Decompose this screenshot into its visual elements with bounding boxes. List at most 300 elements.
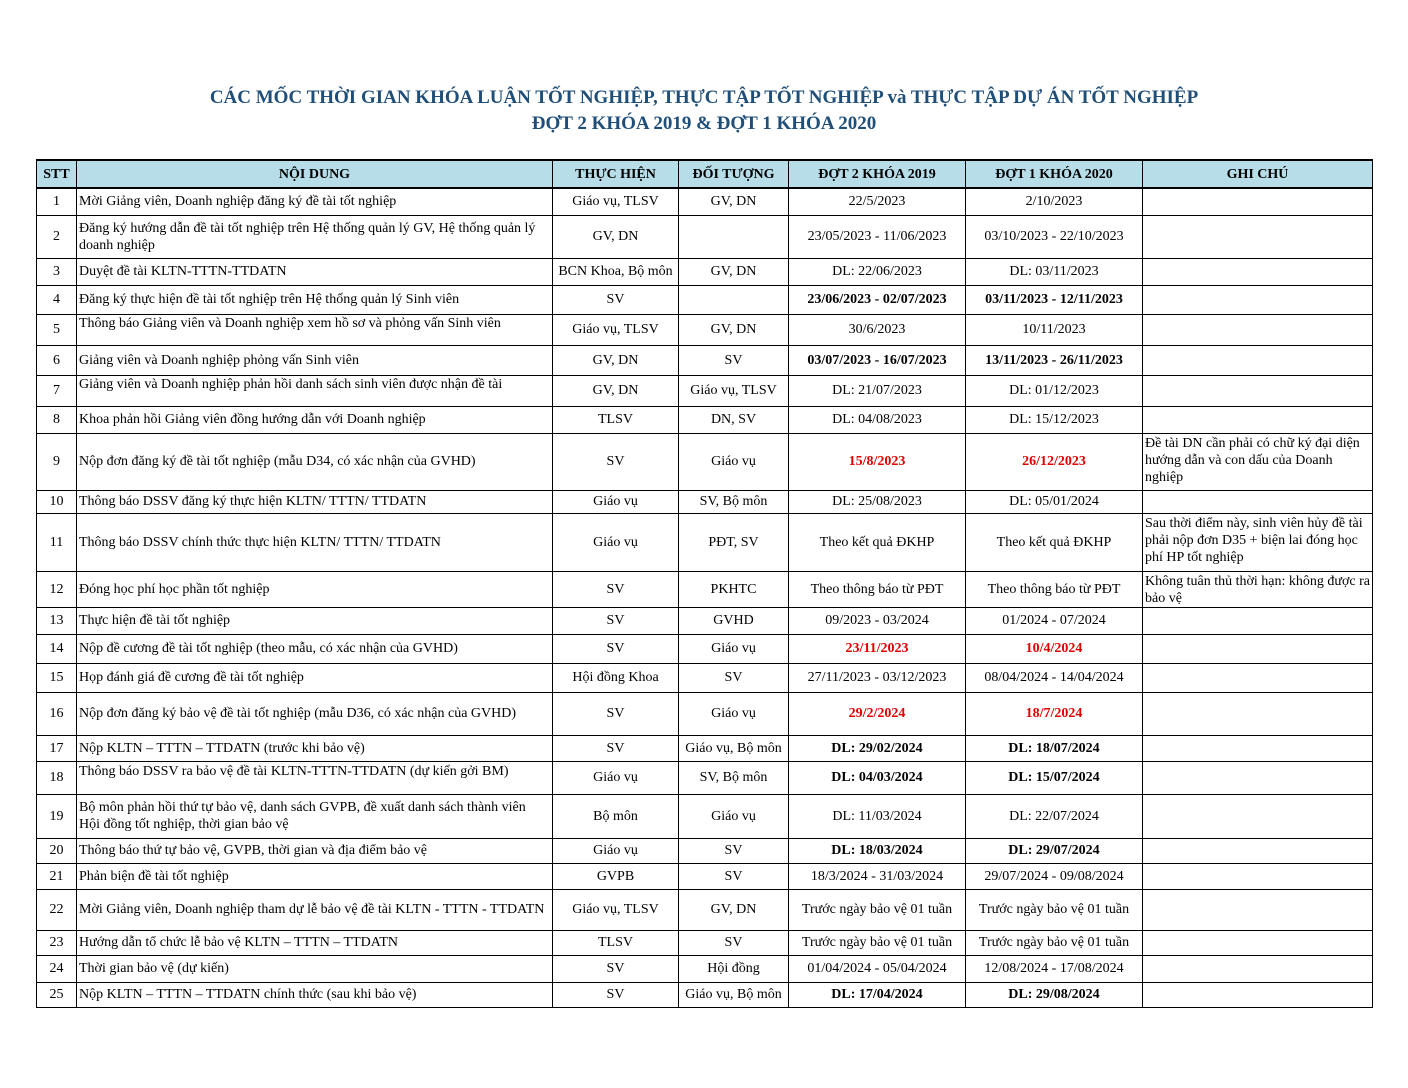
cell-performer-text: SV <box>606 454 625 469</box>
cell-content-text: Thông báo Giảng viên và Doanh nghiệp xem hồ sơ và phỏng vấn Sinh viên <box>79 315 501 331</box>
cell-content-text: Giảng viên và Doanh nghiệp phỏng vấn Sinh viên <box>79 352 359 368</box>
cell-performer-text: Bộ môn <box>593 808 638 824</box>
cell-date-2020-text: Theo thông báo từ PĐT <box>987 581 1121 597</box>
cell-content-text: Nộp đơn đăng ký đề tài tốt nghiệp (mẫu D34, có xác nhận của GVHD) <box>79 454 476 469</box>
cell-date-2019-text: 18/3/2024 - 31/03/2024 <box>810 868 944 884</box>
table-row <box>37 406 1373 433</box>
cell-content <box>77 345 553 375</box>
cell-target-text: Giáo vụ, Bộ môn <box>685 740 782 756</box>
cell-date-2020-text: 03/10/2023 - 22/10/2023 <box>984 229 1124 244</box>
cell-target <box>679 433 789 490</box>
table-row <box>37 982 1373 1007</box>
cell-stt <box>37 607 77 634</box>
cell-date-2020 <box>966 663 1143 692</box>
cell-performer <box>553 930 679 955</box>
cell-date-2019 <box>789 735 966 761</box>
cell-content-text: Thông báo thứ tự bảo vệ, GVPB, thời gian và địa điểm bảo vệ <box>79 843 428 858</box>
header-note: GHI CHÚ <box>1143 160 1373 188</box>
cell-date-2019 <box>789 607 966 634</box>
cell-target <box>679 838 789 863</box>
cell-performer <box>553 513 679 571</box>
cell-performer-text: BCN Khoa, Bộ môn <box>558 264 673 279</box>
cell-content-text: Thông báo DSSV đăng ký thực hiện KLTN/ TTTN/ TTDATN <box>79 494 427 509</box>
table-row <box>37 634 1373 663</box>
cell-date-2019 <box>789 258 966 285</box>
cell-note <box>1143 375 1373 406</box>
cell-date-2019 <box>789 955 966 982</box>
cell-date-2019-text: 23/11/2023 <box>845 641 909 656</box>
cell-note <box>1143 982 1373 1007</box>
cell-content-text: Thực hiện đề tài tốt nghiệp <box>79 613 231 628</box>
cell-date-2020 <box>966 838 1143 863</box>
cell-stt <box>37 634 77 663</box>
cell-date-2019 <box>789 375 966 406</box>
cell-date-2020-text: 10/11/2023 <box>1022 322 1086 337</box>
table-row <box>37 285 1373 314</box>
cell-date-2020 <box>966 735 1143 761</box>
cell-date-2019 <box>789 634 966 663</box>
cell-date-2019-text: 03/07/2023 - 16/07/2023 <box>807 352 947 368</box>
cell-date-2019-text: 29/2/2024 <box>848 706 906 721</box>
cell-content <box>77 663 553 692</box>
cell-date-2019 <box>789 285 966 314</box>
cell-target-text: PKHTC <box>710 581 757 597</box>
table-row <box>37 314 1373 345</box>
cell-content-text: Họp đánh giá đề cương đề tài tốt nghiệp <box>79 670 304 685</box>
cell-content-text: Hướng dẫn tổ chức lễ bảo vệ KLTN – TTTN – TTDATN <box>79 935 398 950</box>
cell-note <box>1143 607 1373 634</box>
cell-performer <box>553 188 679 215</box>
cell-content-text: Nộp KLTN – TTTN – TTDATN (trước khi bảo vệ) <box>79 740 365 756</box>
header-stt: STT <box>37 160 77 188</box>
table-row <box>37 607 1373 634</box>
cell-stt <box>37 692 77 735</box>
cell-date-2019 <box>789 513 966 571</box>
cell-date-2020 <box>966 634 1143 663</box>
cell-target-text: Giáo vụ, TLSV <box>690 383 777 398</box>
cell-note-text: Không tuân thủ thời hạn: không được ra bảo vệ <box>1145 573 1370 606</box>
cell-performer <box>553 838 679 863</box>
cell-date-2020-text: DL: 03/11/2023 <box>1009 264 1099 279</box>
schedule-table <box>36 159 1373 1008</box>
cell-stt <box>37 955 77 982</box>
header-batch-2019: ĐỢT 2 KHÓA 2019 <box>789 160 966 188</box>
cell-date-2019 <box>789 345 966 375</box>
cell-stt-text: 4 <box>53 292 60 307</box>
cell-performer-text: GV, DN <box>592 383 639 398</box>
cell-content-text: Mời Giảng viên, Doanh nghiệp tham dự lễ bảo vệ đề tài KLTN - TTTN - TTDATN <box>79 902 545 917</box>
cell-stt-text: 16 <box>49 706 64 721</box>
cell-stt-text: 9 <box>53 454 60 469</box>
cell-date-2019-text: DL: 04/08/2023 <box>832 412 922 427</box>
document-title: CÁC MỐC THỜI GIAN KHÓA LUẬN TỐT NGHIỆP, THỰC TẬP TỐT NGHIỆP và THỰC TẬP DỰ ÁN TỐT NGHIỆP <box>209 87 1199 108</box>
cell-performer <box>553 982 679 1007</box>
cell-target <box>679 955 789 982</box>
cell-target <box>679 663 789 692</box>
cell-date-2019-text: DL: 25/08/2023 <box>832 494 922 509</box>
header-target: ĐỐI TƯỢNG <box>679 160 789 188</box>
cell-content <box>77 571 553 607</box>
table-row <box>37 692 1373 735</box>
cell-performer-text: SV <box>606 613 625 628</box>
cell-date-2019 <box>789 490 966 513</box>
cell-performer-text: SV <box>606 641 625 656</box>
cell-target <box>679 571 789 607</box>
cell-date-2019 <box>789 889 966 930</box>
cell-stt <box>37 794 77 838</box>
cell-content <box>77 433 553 490</box>
cell-performer-text: Giáo vụ, TLSV <box>572 194 659 210</box>
cell-performer <box>553 314 679 345</box>
cell-date-2019 <box>789 863 966 889</box>
cell-date-2019-text: 23/06/2023 - 02/07/2023 <box>807 292 947 307</box>
cell-date-2020-text: 2/10/2023 <box>1025 194 1083 210</box>
cell-performer-text: SV <box>606 581 625 597</box>
cell-stt-text: 17 <box>49 740 64 756</box>
cell-date-2020-text: 01/2024 - 07/2024 <box>1002 613 1106 628</box>
cell-stt-text: 5 <box>53 322 60 337</box>
cell-date-2019 <box>789 406 966 433</box>
cell-target-text: SV, Bộ môn <box>699 494 768 509</box>
table-row <box>37 375 1373 406</box>
cell-stt <box>37 285 77 314</box>
table-row <box>37 761 1373 794</box>
cell-date-2020 <box>966 692 1143 735</box>
cell-target-text: Giáo vụ <box>711 454 756 469</box>
cell-note <box>1143 735 1373 761</box>
cell-performer-text: Giáo vụ <box>593 843 638 858</box>
cell-stt-text: 21 <box>49 868 64 884</box>
cell-content-text: Thông báo DSSV ra bảo vệ đề tài KLTN-TTTN-TTDATN (dự kiến gởi BM) <box>79 763 509 779</box>
cell-content-text: Nộp đơn đăng ký bảo vệ đề tài tốt nghiệp (mẫu D36, có xác nhận của GVHD) <box>79 706 517 721</box>
cell-target <box>679 607 789 634</box>
cell-note <box>1143 188 1373 215</box>
cell-content-text: Nộp KLTN – TTTN – TTDATN chính thức (sau khi bảo vệ) <box>79 987 417 1002</box>
cell-target-text: SV <box>724 843 743 858</box>
cell-performer-text: TLSV <box>598 412 633 427</box>
cell-content <box>77 490 553 513</box>
table-row <box>37 571 1373 607</box>
cell-performer-text: GV, DN <box>592 229 639 244</box>
cell-date-2020 <box>966 930 1143 955</box>
cell-stt-text: 25 <box>49 987 64 1002</box>
cell-content-text: Duyệt đề tài KLTN-TTTN-TTDATN <box>79 264 287 279</box>
cell-stt-text: 15 <box>49 670 64 685</box>
cell-date-2019-text: 22/5/2023 <box>848 194 906 210</box>
cell-date-2020 <box>966 982 1143 1007</box>
cell-performer-text: SV <box>606 740 625 756</box>
cell-note <box>1143 433 1373 490</box>
cell-content-text: Thời gian bảo vệ (dự kiến) <box>79 961 229 976</box>
cell-note-text: Đề tài DN cần phải có chữ ký đại diện hướng dẫn và con dấu của Doanh nghiệp <box>1145 435 1360 485</box>
cell-note-text: Sau thời điểm này, sinh viên hủy đề tài phải nộp đơn D35 + biện lai đóng học phí HP tốt nghiệp <box>1145 515 1363 565</box>
cell-content <box>77 375 553 406</box>
cell-date-2019-text: DL: 11/03/2024 <box>832 808 922 824</box>
cell-target <box>679 930 789 955</box>
cell-performer-text: Hội đồng Khoa <box>572 670 659 685</box>
cell-date-2019 <box>789 433 966 490</box>
cell-stt <box>37 863 77 889</box>
cell-target-text: GV, DN <box>710 194 757 210</box>
cell-note <box>1143 490 1373 513</box>
cell-content-text: Bộ môn phản hồi thứ tự bảo vệ, danh sách GVPB, đề xuất danh sách thành viên Hội đồng tốt nghiệp, thời gian bảo vệ <box>79 800 526 832</box>
cell-target-text: PĐT, SV <box>708 534 759 550</box>
table-row <box>37 930 1373 955</box>
cell-date-2019-text: Trước ngày bảo vệ 01 tuần <box>801 902 953 917</box>
cell-date-2020-text: DL: 29/07/2024 <box>1008 843 1100 858</box>
cell-content <box>77 285 553 314</box>
cell-stt <box>37 761 77 794</box>
cell-content-text: Mời Giảng viên, Doanh nghiệp đăng ký đề tài tốt nghiệp <box>79 194 397 210</box>
cell-target <box>679 889 789 930</box>
cell-note <box>1143 955 1373 982</box>
cell-performer-text: Giáo vụ <box>593 534 638 550</box>
cell-performer <box>553 889 679 930</box>
cell-stt <box>37 982 77 1007</box>
cell-target-text: GV, DN <box>710 264 757 279</box>
cell-target-text: SV <box>724 670 743 685</box>
cell-date-2020-text: DL: 22/07/2024 <box>1009 808 1099 824</box>
cell-stt-text: 10 <box>49 494 64 509</box>
cell-stt <box>37 345 77 375</box>
cell-note <box>1143 889 1373 930</box>
cell-stt <box>37 513 77 571</box>
cell-note <box>1143 634 1373 663</box>
cell-target <box>679 188 789 215</box>
cell-date-2019 <box>789 314 966 345</box>
cell-date-2020 <box>966 314 1143 345</box>
table-row <box>37 258 1373 285</box>
cell-note <box>1143 406 1373 433</box>
cell-performer <box>553 433 679 490</box>
cell-content <box>77 930 553 955</box>
table-row <box>37 188 1373 215</box>
header-content: NỘI DUNG <box>77 160 553 188</box>
cell-date-2020-text: 03/11/2023 - 12/11/2023 <box>985 292 1123 307</box>
cell-date-2020-text: 08/04/2024 - 14/04/2024 <box>984 670 1124 685</box>
cell-note <box>1143 794 1373 838</box>
cell-stt-text: 11 <box>49 534 64 550</box>
cell-performer <box>553 406 679 433</box>
cell-date-2020 <box>966 258 1143 285</box>
cell-date-2020 <box>966 761 1143 794</box>
cell-content <box>77 406 553 433</box>
cell-performer <box>553 285 679 314</box>
cell-date-2020 <box>966 571 1143 607</box>
table-row <box>37 735 1373 761</box>
cell-performer-text: Giáo vụ <box>593 770 638 785</box>
cell-date-2020-text: 29/07/2024 - 09/08/2024 <box>984 868 1124 884</box>
cell-date-2020-text: Trước ngày bảo vệ 01 tuần <box>978 935 1130 950</box>
cell-stt <box>37 838 77 863</box>
cell-target-text: Giáo vụ <box>711 641 756 656</box>
table-row <box>37 889 1373 930</box>
cell-target <box>679 735 789 761</box>
cell-stt <box>37 215 77 258</box>
cell-performer <box>553 663 679 692</box>
cell-target-text: GVHD <box>713 613 754 628</box>
table-row <box>37 838 1373 863</box>
cell-date-2020 <box>966 889 1143 930</box>
cell-performer <box>553 345 679 375</box>
table-row <box>37 955 1373 982</box>
cell-performer-text: GVPB <box>596 868 635 884</box>
cell-performer <box>553 794 679 838</box>
cell-content <box>77 692 553 735</box>
cell-date-2019 <box>789 838 966 863</box>
cell-stt-text: 3 <box>53 264 60 279</box>
cell-date-2020-text: 13/11/2023 - 26/11/2023 <box>985 352 1123 368</box>
cell-date-2019 <box>789 692 966 735</box>
cell-content-text: Khoa phản hồi Giảng viên đồng hướng dẫn với Doanh nghiệp <box>79 412 426 427</box>
cell-performer <box>553 258 679 285</box>
table-row <box>37 490 1373 513</box>
cell-date-2019-text: 30/6/2023 <box>848 322 906 337</box>
cell-date-2019-text: DL: 22/06/2023 <box>832 264 922 279</box>
cell-stt <box>37 258 77 285</box>
cell-target <box>679 761 789 794</box>
cell-date-2019-text: DL: 04/03/2024 <box>831 770 923 785</box>
cell-performer <box>553 955 679 982</box>
cell-date-2020-text: 26/12/2023 <box>1022 454 1086 469</box>
cell-target-text: GV, DN <box>710 322 757 337</box>
cell-content <box>77 761 553 794</box>
cell-stt-text: 8 <box>53 412 60 427</box>
cell-content <box>77 735 553 761</box>
cell-date-2020 <box>966 188 1143 215</box>
cell-date-2019 <box>789 215 966 258</box>
cell-date-2019 <box>789 982 966 1007</box>
table-header-row <box>37 160 1373 188</box>
cell-target-text: SV <box>724 868 743 884</box>
cell-date-2020 <box>966 285 1143 314</box>
header-performer: THỰC HIỆN <box>553 160 679 188</box>
cell-stt-text: 7 <box>53 383 60 398</box>
cell-date-2020-text: Theo kết quả ĐKHP <box>996 534 1112 550</box>
cell-note <box>1143 571 1373 607</box>
cell-target <box>679 794 789 838</box>
cell-date-2019-text: 23/05/2023 - 11/06/2023 <box>807 229 947 244</box>
cell-target <box>679 490 789 513</box>
cell-stt-text: 20 <box>49 843 64 858</box>
cell-target-text: GV, DN <box>710 902 757 917</box>
cell-date-2020 <box>966 863 1143 889</box>
cell-content <box>77 794 553 838</box>
cell-performer <box>553 634 679 663</box>
cell-note <box>1143 285 1373 314</box>
cell-target-text: Hội đồng <box>707 961 760 976</box>
cell-date-2020-text: 18/7/2024 <box>1025 706 1083 721</box>
cell-performer <box>553 571 679 607</box>
cell-date-2020 <box>966 955 1143 982</box>
cell-date-2020 <box>966 794 1143 838</box>
cell-date-2020 <box>966 406 1143 433</box>
cell-performer-text: Giáo vụ, TLSV <box>572 902 659 917</box>
cell-date-2019-text: 01/04/2024 - 05/04/2024 <box>807 961 947 976</box>
cell-stt-text: 13 <box>49 613 64 628</box>
cell-target <box>679 513 789 571</box>
cell-stt-text: 24 <box>49 961 64 976</box>
cell-date-2020 <box>966 490 1143 513</box>
cell-date-2020 <box>966 433 1143 490</box>
cell-stt <box>37 490 77 513</box>
cell-performer <box>553 375 679 406</box>
cell-date-2020-text: DL: 01/12/2023 <box>1009 383 1099 398</box>
cell-note <box>1143 930 1373 955</box>
cell-target-text: SV <box>724 352 743 368</box>
cell-stt-text: 12 <box>49 581 64 597</box>
cell-note <box>1143 513 1373 571</box>
cell-performer-text: TLSV <box>598 935 633 950</box>
cell-content-text: Đăng ký hướng dẫn đề tài tốt nghiệp trên Hệ thống quản lý GV, Hệ thống quản lý doanh nghiệp <box>79 220 536 253</box>
cell-content-text: Phản biện đề tài tốt nghiệp <box>79 868 229 884</box>
table-row <box>37 863 1373 889</box>
cell-date-2019-text: 27/11/2023 - 03/12/2023 <box>807 670 947 685</box>
cell-target <box>679 406 789 433</box>
cell-content <box>77 889 553 930</box>
table-row <box>37 433 1373 490</box>
cell-date-2020-text: 10/4/2024 <box>1025 641 1083 656</box>
cell-date-2020-text: 12/08/2024 - 17/08/2024 <box>984 961 1124 976</box>
cell-performer-text: GV, DN <box>592 352 639 368</box>
cell-stt-text: 18 <box>49 770 64 785</box>
cell-date-2020 <box>966 215 1143 258</box>
cell-note <box>1143 863 1373 889</box>
cell-target <box>679 634 789 663</box>
cell-performer-text: Giáo vụ <box>593 494 638 509</box>
table-row <box>37 663 1373 692</box>
cell-note <box>1143 692 1373 735</box>
cell-performer <box>553 692 679 735</box>
cell-content <box>77 188 553 215</box>
cell-date-2019-text: 09/2023 - 03/2024 <box>825 613 929 628</box>
cell-performer-text: SV <box>606 706 625 721</box>
header-batch-2020: ĐỢT 1 KHÓA 2020 <box>966 160 1143 188</box>
cell-note <box>1143 838 1373 863</box>
cell-target-text: SV, Bộ môn <box>699 770 768 785</box>
cell-performer <box>553 863 679 889</box>
cell-target-text: SV <box>724 935 743 950</box>
cell-stt <box>37 406 77 433</box>
cell-target <box>679 345 789 375</box>
cell-stt <box>37 188 77 215</box>
cell-content <box>77 215 553 258</box>
cell-date-2019 <box>789 761 966 794</box>
cell-content <box>77 863 553 889</box>
cell-target <box>679 258 789 285</box>
cell-date-2020 <box>966 607 1143 634</box>
cell-stt <box>37 735 77 761</box>
cell-stt-text: 23 <box>49 935 64 950</box>
cell-date-2019 <box>789 930 966 955</box>
cell-stt <box>37 375 77 406</box>
cell-note <box>1143 345 1373 375</box>
cell-date-2020 <box>966 375 1143 406</box>
cell-performer-text: SV <box>606 987 625 1002</box>
cell-content-text: Thông báo DSSV chính thức thực hiện KLTN/ TTTN/ TTDATN <box>79 534 441 550</box>
cell-content <box>77 314 553 345</box>
cell-stt-text: 6 <box>53 352 60 368</box>
cell-performer-text: Giáo vụ, TLSV <box>572 322 659 337</box>
cell-note <box>1143 663 1373 692</box>
cell-stt <box>37 571 77 607</box>
cell-target <box>679 375 789 406</box>
cell-target-text: DN, SV <box>710 412 757 427</box>
cell-note <box>1143 761 1373 794</box>
cell-stt <box>37 663 77 692</box>
cell-performer <box>553 735 679 761</box>
cell-target <box>679 982 789 1007</box>
